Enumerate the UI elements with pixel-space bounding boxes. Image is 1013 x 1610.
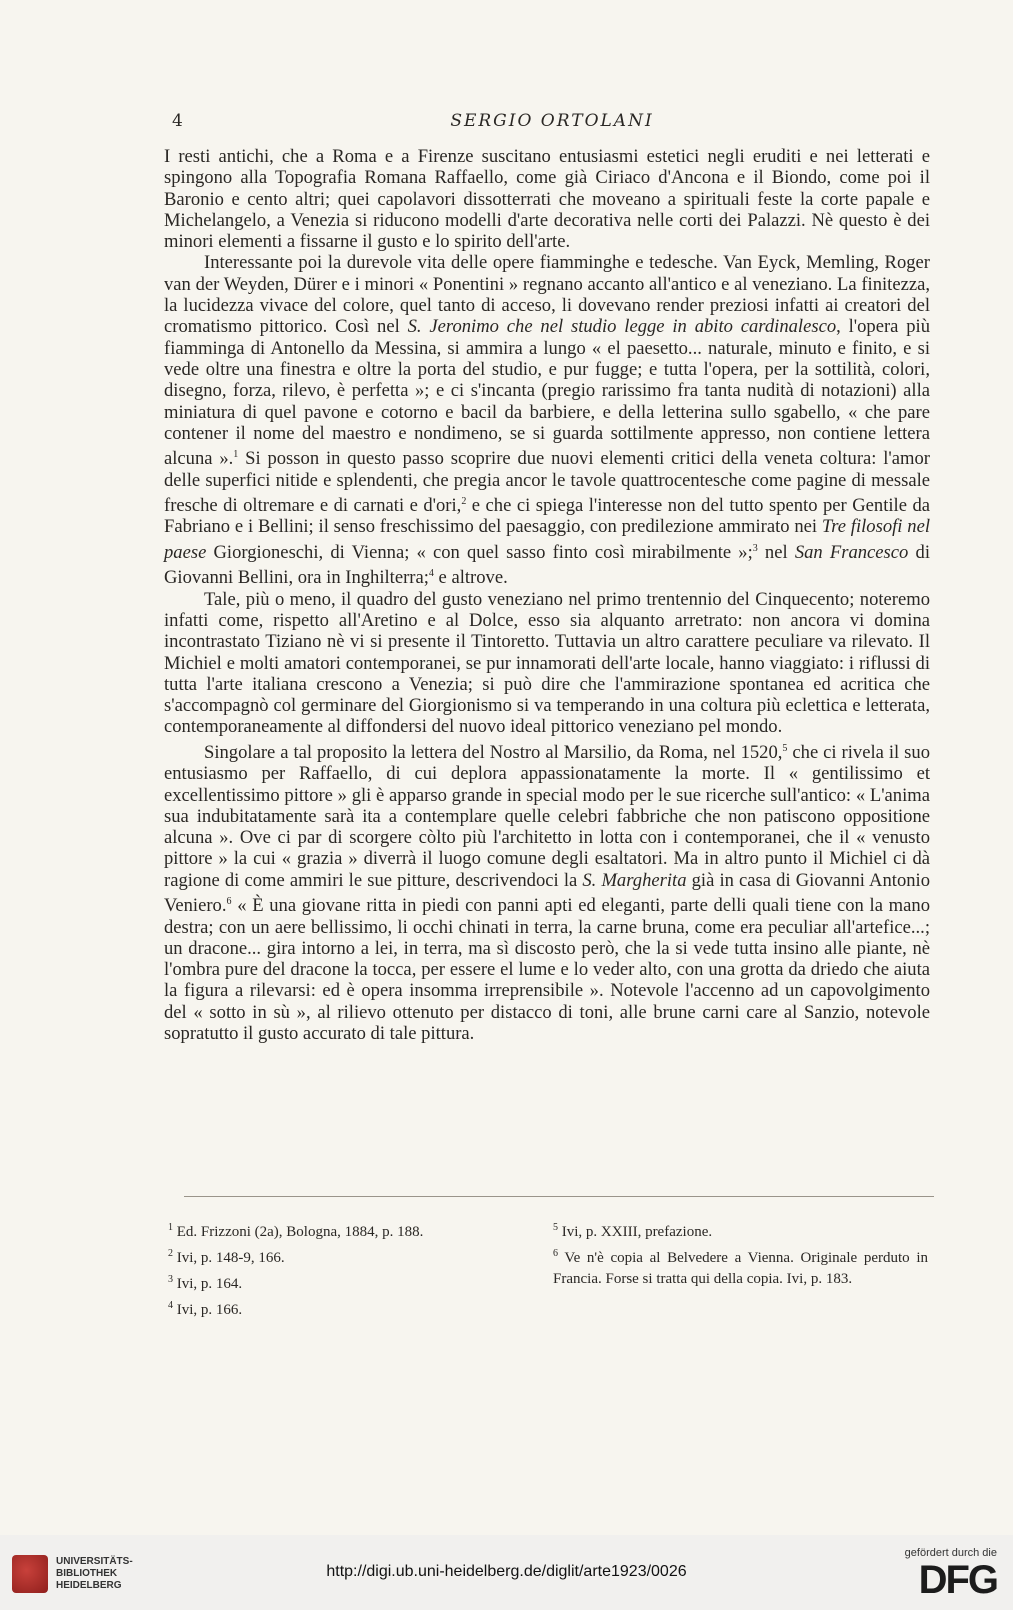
footnotes-right-column [553,1217,928,1290]
footnotes-left-column [168,1217,528,1321]
page-number: 4 [172,111,183,131]
paragraph: Interessante poi la durevole vita delle opere fiamminghe e tedesche. Van Eyck, Memling, Roger van der Weyden, Dürer e i minori « Ponentini » regnano accanto all'antico e al veneziano. La finitezza, la lucidezza vivace del colore, quel tanto di acceso, li dovevano render preziosi infatti ai creatori del cromatismo pittorico. Così nel S. Jeronimo che nel studio legge in abito cardinalesco, l'opera più fiamminga di Antonello da Messina, si ammira a lungo « el paesetto... naturale, minuto e finito, e si vede oltre una finestra e oltre la porta del studio, e pur fugge; e tutta l'opera, per la sottilità, colori, disegno, forza, rilevo, è perfetta »; e ci s'incanta (pregio rarissimo fra tanta nudità di notazioni) alla miniatura di quel pavone e cotorno e bacil da barbiere, e della letterina sullo sgabello, « che pare contener il nome del maestro e nondimeno, se si guarda sottilmente appresso, non contiene lettera alcuna ».$^1$ Si posson in questo passo scoprire due nuovi elementi critici della veneta coltura: l'amor delle superfici nitide e splendenti, che pregia ancor le tavole quattrocentesche come pagine di messale fresche di oltremare e di carnati e d'ori,$^2$ e che ci spiega l'interesse non del tutto spento per Gentile da Fabriano e i Bellini; il senso freschissimo del paesaggio, con predilezione ammirato nei Tre filosofi nel paese Giorgioneschi, di Vienna; « con quel sasso finto così mirabilmente »;$^3$ nel San Francesco di Giovanni Bellini, ora in Inghilterra;$^4$ e altrove. [164,252,931,589]
footnote-ref[interactable]: 5 [782,742,788,754]
footnote-divider [184,1196,934,1197]
body-text [164,146,930,1044]
artwork-title: San Francesco [794,541,909,563]
footnote-ref[interactable]: 4 [428,568,434,580]
viewer-footer [0,1535,1013,1610]
footnote-ref[interactable]: 3 [752,542,758,554]
artwork-title: Tre filosofi nel paese [164,516,930,563]
footnote: $^2$ Ivi, p. 148-9, 166. [168,1248,285,1266]
footnote: $^4$ Ivi, p. 166. [168,1300,243,1318]
paragraph: Tale, più o meno, il quadro del gusto veneziano nel primo trentennio del Cinquecento; noteremo infatti come, rispetto all'Aretino e al Dolce, esso sia alquanto arretrato: non ancora vi domina incontrastato Tiziano nè vi si presente il Tintoretto. Tuttavia un altro carattere peculiare va rilevato. Il Michiel e molti amatori contemporanei, se pur innamorati dell'arte locale, hanno viaggiato: i riflussi di tutta l'arte italiana crescono a Venezia; si può dire che l'ammirazione spontanea ed acritica che s'accompagnò col germinare del Giorgionismo si va temperando in una coltura più eclettica e letterata, contemporaneamente al diffondersi del nuovo ideal pittorico veneziano pel mondo. [164,588,930,738]
footnote: $^5$ Ivi, p. XXIII, prefazione. [553,1222,713,1240]
footnote-ref[interactable]: 2 [461,495,467,507]
running-title: SERGIO ORTOLANI [450,111,654,131]
funding-label: gefördert durch die [904,1547,997,1559]
permalink-url[interactable]: http://digi.ub.uni-heidelberg.de/diglit/arte1923/0026 [326,1563,687,1580]
page-header [172,111,932,135]
library-name-line: HEIDELBERG [56,1580,122,1591]
artwork-title: S. Margherita [582,869,687,891]
dfg-funding-logo[interactable] [905,1547,997,1601]
footnote: $^6$ Ve n'è copia al Belvedere a Vienna. Originale perduto in Francia. Forse si tratta qui della copia. Ivi, p. 183. [553,1248,929,1287]
paragraph: I resti antichi, che a Roma e a Firenze suscitano entusiasmi estetici negli eruditi e nei letterati e spingono alla Topografia Romana Raffaello, come già Ciriaco d'Ancona e il Biondo, come poi il Baronio e cento altri; quei capolavori dissotterrati che moveano a spirituali feste la corte papale e Michelangelo, a Venezia si riducono modelli d'arte decorativa nelle corti dei Palazzi. Nè questo è dei minori elementi a fissarne il gusto e lo spirito dell'arte. [164,146,930,253]
footnote-ref[interactable]: 1 [233,449,239,461]
paragraph: Singolare a tal proposito la lettera del Nostro al Marsilio, da Roma, nel 1520,$^5$ che ci rivela il suo entusiasmo per Raffaello, di cui deplora appassionatamente la morte. Il « gentilissimo et excellentissimo pittore » gli è apparso grande in special modo per le sue ricerche sull'antico: « L'anima sua indubitatamente sarà ita a contemplare quelle celebri fabbriche che non patiscono oppositione alcuna ». Ove ci par di scorgere còlto più l'architetto in lotta con i contemporanei, che il « venusto pittore » la cui « grazia » diverrà il luogo comune degli esaltatori. Ma in altro punto il Michiel ci dà ragione di come ammiri le sue pitture, descrivendoci la S. Margherita già in casa di Giovanni Antonio Veniero.$^6$ « È una giovane ritta in piedi con panni apti ed eleganti, parte delli quali tiene con la mano destra; con un aere bellissimo, li occhi chinati in terra, la carne bruna, come era peculiar all'artefice...; un dracone... gira intorno a lei, in terra, ma sì discosto però, che la si vede tutta insino alle piante, nè l'ombra pure del dracone la tocca, per essere el lume e lo veder alto, con una grotta da driedo che aiuta la figura a rilevarsi: ed è opera insomma irreprensibile ». Notevole l'accenno ad un capovolgimento del « sotto in sù », al rilievo ottenuto per distacco di toni, alle brune carni care al Sanzio, notevole sopratutto il gusto accurato di tale pittura. [164,741,931,1044]
footnote: $^1$ Ed. Frizzoni (2a), Bologna, 1884, p. 188. [168,1222,424,1240]
footnote-ref[interactable]: 6 [226,896,232,908]
library-name-line: UNIVERSITÄTS- [56,1556,133,1567]
artwork-title: S. Jeronimo che nel studio legge in abito cardinalesco [407,316,837,338]
library-name-line: BIBLIOTHEK [56,1568,118,1579]
footnote: $^3$ Ivi, p. 164. [168,1274,243,1292]
dfg-logo-text: DFG [918,1558,997,1602]
